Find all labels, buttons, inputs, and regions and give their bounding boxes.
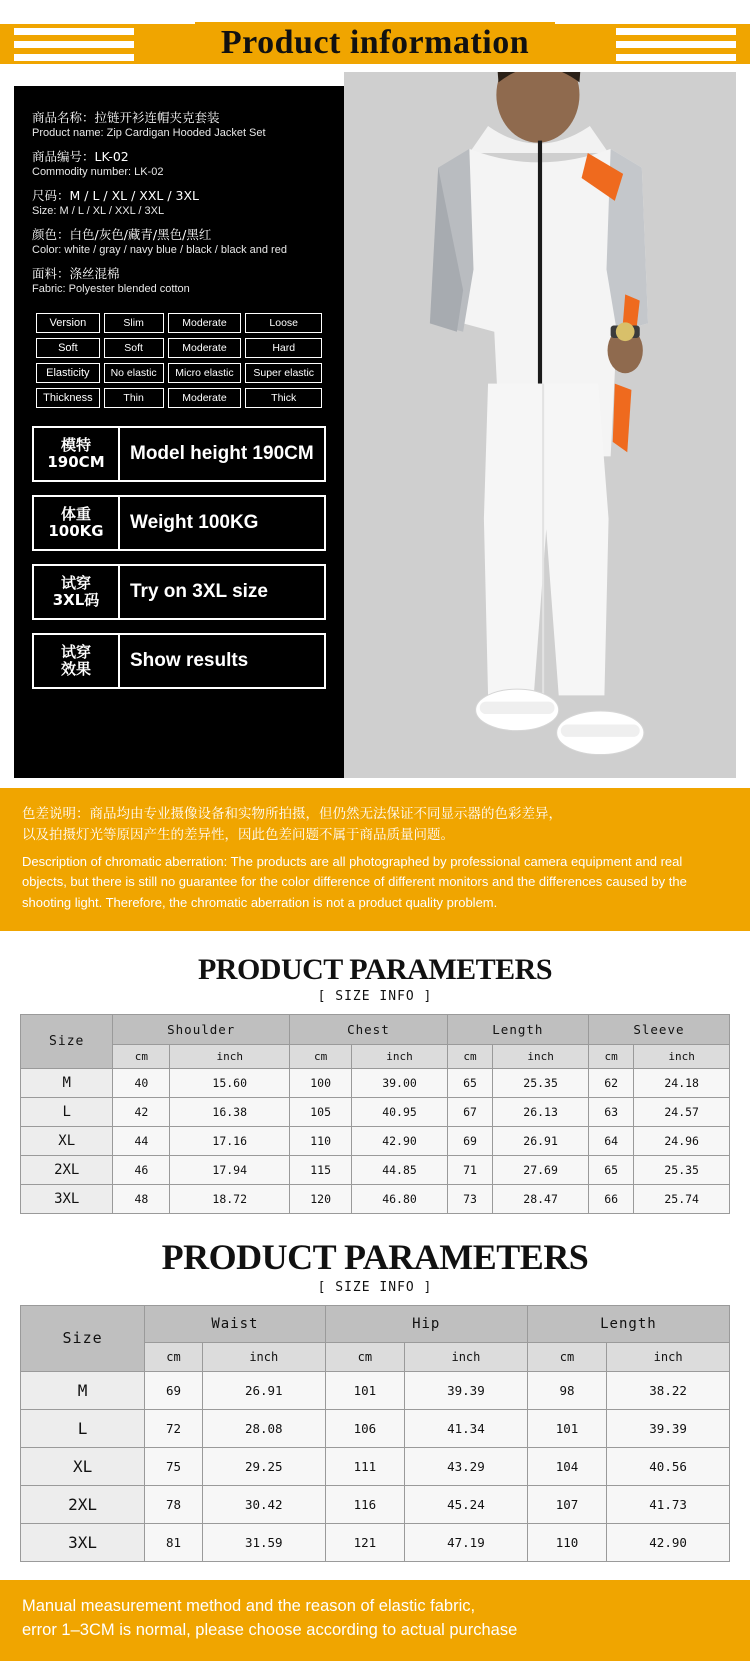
table-row (21, 1126, 730, 1155)
spec-name-en: Product name: Zip Cardigan Hooded Jacket Set (32, 127, 266, 139)
size-table-top-unit-row (21, 1044, 730, 1068)
size-table-top-row-2-val-5: 26.91 (493, 1126, 589, 1155)
size-table-top-row-2-val-1: 17.16 (170, 1126, 290, 1155)
spec-number-cn: 商品编号：LK-02 (32, 149, 129, 165)
attr-label-soft: Soft (36, 338, 100, 358)
size-table-top-row-3-val-2: 115 (290, 1155, 352, 1184)
size-table-top-row-2-val-4: 69 (447, 1126, 492, 1155)
size-table-top-row-4-val-2: 120 (290, 1184, 352, 1213)
size-table-top-row-4-size: 3XL (21, 1184, 113, 1213)
spec-size-en: Size: M / L / XL / XXL / 3XL (32, 205, 165, 218)
chromatic-note-label: 色差说明： (22, 806, 90, 823)
size-table-bottom-unit-4: cm (527, 1342, 606, 1371)
chromatic-note-en: Description of chromatic aberration: The products are all photographed by professional camera equipment and real objects, but there is still no guarantee for the color difference of different monitors and the differences caused by the shooting light. Therefore, the chromatic aberration is not a product quality problem. (22, 854, 687, 910)
attribute-row-thickness (36, 388, 322, 408)
measurement-note (0, 1580, 750, 1662)
params-title-bottom: PRODUCT PARAMETERS (161, 1236, 589, 1277)
size-table-bottom-row-2-val-4: 104 (527, 1447, 606, 1485)
spec-row-fabric (32, 266, 326, 296)
size-table-bottom-row-1-val-0: 72 (145, 1409, 203, 1447)
size-table-bottom-row-2-val-0: 75 (145, 1447, 203, 1485)
size-table-top-row-4-val-4: 73 (447, 1184, 492, 1213)
measurement-note-line2: error 1–3CM is normal, please choose according to actual purchase (22, 1621, 518, 1640)
attr-label-version: Version (36, 313, 100, 333)
highlight-model-height-cn-top: 模特 (60, 436, 91, 455)
size-table-top-unit-2: cm (290, 1044, 352, 1068)
size-table-top-row-0-val-4: 65 (447, 1068, 492, 1097)
attribute-table (32, 308, 326, 413)
size-table-bottom-group-length: Length (527, 1305, 729, 1342)
size-table-top-row-1-val-7: 24.57 (634, 1097, 730, 1126)
highlight-show-results (32, 633, 326, 689)
size-table-top-row-2-val-2: 110 (290, 1126, 352, 1155)
size-table-bottom-row-0-size: M (21, 1371, 145, 1409)
table-row (21, 1371, 730, 1409)
table-row (21, 1184, 730, 1213)
size-table-bottom-row-4-val-5: 42.90 (607, 1523, 730, 1561)
size-table-top-row-3-val-0: 46 (113, 1155, 170, 1184)
size-table-top-row-2-val-3: 42.90 (352, 1126, 448, 1155)
size-table-bottom-row-1-val-3: 41.34 (405, 1409, 528, 1447)
size-table-bottom-row-0-val-2: 101 (325, 1371, 404, 1409)
size-table-bottom-group-row (21, 1305, 730, 1342)
product-panel (0, 86, 750, 778)
highlight-weight (32, 495, 326, 551)
size-table-top-row-2-val-0: 44 (113, 1126, 170, 1155)
size-table-bottom-row-4-val-2: 121 (325, 1523, 404, 1561)
highlight-tryon-size-en: Try on 3XL size (130, 581, 268, 603)
attr-option-elasticity-1[interactable]: Micro elastic (168, 363, 242, 383)
size-table-bottom-row-4-val-3: 47.19 (405, 1523, 528, 1561)
highlight-model-height (32, 426, 326, 482)
size-table-top-row-3-val-7: 25.35 (634, 1155, 730, 1184)
spec-color-en: Color: white / gray / navy blue / black / black and red (32, 244, 287, 257)
size-table-top-unit-7: inch (634, 1044, 730, 1068)
size-table-top-unit-4: cm (447, 1044, 492, 1068)
chromatic-note-cn-text1: 商品均由专业摄像设备和实物所拍摄，但仍然无法保证不同显示器的色彩差异， (89, 806, 562, 823)
size-table-bottom-unit-3: inch (405, 1342, 528, 1371)
size-table-bottom-row-2-val-2: 111 (325, 1447, 404, 1485)
size-table-bottom-row-4-val-1: 31.59 (202, 1523, 325, 1561)
size-table-top-unit-5: inch (493, 1044, 589, 1068)
size-table-bottom-row-3-size: 2XL (21, 1485, 145, 1523)
size-table-bottom-row-2-val-1: 29.25 (202, 1447, 325, 1485)
spec-fabric-en: Fabric: Polyester blended cotton (32, 283, 190, 296)
size-table-bottom-row-1-val-4: 101 (527, 1409, 606, 1447)
table-row (21, 1485, 730, 1523)
size-table-top-row-4-val-6: 66 (588, 1184, 633, 1213)
size-table-bottom-row-3-val-3: 45.24 (405, 1485, 528, 1523)
size-table-top-unit-1: inch (170, 1044, 290, 1068)
size-table-top-row-4-val-1: 18.72 (170, 1184, 290, 1213)
highlight-model-height-cn (34, 428, 120, 480)
model-photo-illustration (344, 72, 736, 778)
size-table-bottom-row-1-val-2: 106 (325, 1409, 404, 1447)
highlight-tryon-size (32, 564, 326, 620)
size-table-top-row-3-size: 2XL (21, 1155, 113, 1184)
highlight-weight-cn-top: 体重 (60, 505, 91, 524)
measurement-note-line1: Manual measurement method and the reason of elastic fabric, (22, 1596, 476, 1615)
highlight-show-results-cn-bottom: 效果 (60, 660, 91, 679)
table-row (21, 1409, 730, 1447)
attr-option-soft-1[interactable]: Moderate (168, 338, 242, 358)
size-table-bottom-row-1-val-5: 39.39 (607, 1409, 730, 1447)
highlight-show-results-cn-top: 试穿 (60, 643, 91, 662)
attr-option-version-1[interactable]: Moderate (168, 313, 242, 333)
table-row (21, 1097, 730, 1126)
size-table-top-row-4-val-3: 46.80 (352, 1184, 448, 1213)
size-table-bottom-group-hip: Hip (325, 1305, 527, 1342)
size-table-top-row-1-val-0: 42 (113, 1097, 170, 1126)
size-table-top-row-0-size: M (21, 1068, 113, 1097)
size-table-top-row-0-val-3: 39.00 (352, 1068, 448, 1097)
table-row (21, 1068, 730, 1097)
size-table-top-row-4-val-0: 48 (113, 1184, 170, 1213)
size-table-top-row-0-val-5: 25.35 (493, 1068, 589, 1097)
highlight-tryon-size-cn-top: 试穿 (60, 574, 91, 593)
size-table-bottom-row-3-val-4: 107 (527, 1485, 606, 1523)
size-table-bottom-row-0-val-5: 38.22 (607, 1371, 730, 1409)
highlight-weight-cn (34, 497, 120, 549)
highlight-show-results-en: Show results (130, 650, 249, 672)
size-table-bottom-unit-1: inch (202, 1342, 325, 1371)
spec-color-cn: 颜色：白色/灰色/藏青/黑色/黑红 (32, 227, 212, 243)
product-parameters-bottom (0, 1236, 750, 1562)
size-table-bottom-row-1-size: L (21, 1409, 145, 1447)
attr-option-thickness-0[interactable]: Thin (104, 388, 164, 408)
size-table-top-row-1-val-6: 63 (588, 1097, 633, 1126)
params-subtitle-top: [ SIZE INFO ] (317, 988, 433, 1004)
highlight-weight-cn-bottom: 100KG (48, 522, 104, 541)
attr-option-version-2[interactable]: Loose (245, 313, 322, 333)
size-table-top-row-0-val-6: 62 (588, 1068, 633, 1097)
size-table-bottom-row-3-val-2: 116 (325, 1485, 404, 1523)
size-table-top-row-4-val-5: 28.47 (493, 1184, 589, 1213)
table-row (21, 1523, 730, 1561)
chromatic-aberration-note (0, 788, 750, 930)
size-table-bottom-unit-0: cm (145, 1342, 203, 1371)
page-title: Product information (195, 22, 555, 64)
highlight-model-height-en: Model height 190CM (130, 443, 314, 465)
params-title-top: PRODUCT PARAMETERS (197, 952, 553, 986)
size-table-top-row-3-val-4: 71 (447, 1155, 492, 1184)
spec-name-cn: 商品名称：拉链开衫连帽夹克套装 (32, 110, 220, 125)
size-table-top-row-2-val-7: 24.96 (634, 1126, 730, 1155)
size-table-bottom-row-3-val-5: 41.73 (607, 1485, 730, 1523)
chromatic-note-cn-line2: 以及拍摄灯光等原因产生的差异性，因此色差问题不属于商品质量问题。 (22, 827, 454, 844)
attr-option-soft-0[interactable]: Soft (104, 338, 164, 358)
size-table-bottom-row-4-size: 3XL (21, 1523, 145, 1561)
size-table-bottom (20, 1305, 730, 1562)
size-table-bottom-unit-2: cm (325, 1342, 404, 1371)
size-table-bottom-row-1-val-1: 28.08 (202, 1409, 325, 1447)
size-table-bottom-row-3-val-0: 78 (145, 1485, 203, 1523)
spec-box (14, 86, 344, 778)
size-table-top-unit-0: cm (113, 1044, 170, 1068)
size-table-top-row-4-val-7: 25.74 (634, 1184, 730, 1213)
size-table-top-row-1-val-4: 67 (447, 1097, 492, 1126)
params-subtitle-bottom: [ SIZE INFO ] (317, 1279, 433, 1295)
size-table-bottom-row-0-val-3: 39.39 (405, 1371, 528, 1409)
size-table-bottom-row-0-val-0: 69 (145, 1371, 203, 1409)
spec-number-en: Commodity number: LK-02 (32, 166, 164, 179)
highlight-tryon-size-cn-bottom: 3XL码 (52, 591, 100, 610)
size-table-top-row-2-size: XL (21, 1126, 113, 1155)
size-table-top-group-sleeve: Sleeve (588, 1014, 729, 1044)
attr-option-elasticity-0[interactable]: No elastic (104, 363, 164, 383)
attr-option-elasticity-2[interactable]: Super elastic (245, 363, 322, 383)
size-table-bottom-row-2-val-5: 40.56 (607, 1447, 730, 1485)
size-table-top-row-0-val-1: 15.60 (170, 1068, 290, 1097)
size-table-bottom-row-3-val-1: 30.42 (202, 1485, 325, 1523)
size-table-bottom-row-0-val-4: 98 (527, 1371, 606, 1409)
size-table-top-size-header: Size (21, 1014, 113, 1068)
attr-option-version-0[interactable]: Slim (104, 313, 164, 333)
size-table-bottom-row-2-size: XL (21, 1447, 145, 1485)
size-table-top-group-shoulder: Shoulder (113, 1014, 290, 1044)
attr-option-thickness-1[interactable]: Moderate (168, 388, 242, 408)
size-table-top-row-0-val-7: 24.18 (634, 1068, 730, 1097)
chromatic-note-cn-line1 (22, 804, 728, 825)
size-table-top (20, 1014, 730, 1214)
header-stripes-right (616, 18, 736, 70)
size-table-bottom-unit-5: inch (607, 1342, 730, 1371)
size-table-top-row-1-size: L (21, 1097, 113, 1126)
size-table-top-row-1-val-2: 105 (290, 1097, 352, 1126)
product-parameters-top (0, 953, 750, 1214)
table-row (21, 1155, 730, 1184)
spec-row-size (32, 188, 326, 218)
size-table-bottom-row-0-val-1: 26.91 (202, 1371, 325, 1409)
size-table-bottom-row-4-val-0: 81 (145, 1523, 203, 1561)
size-table-top-group-row (21, 1014, 730, 1044)
header-stripes-left (14, 18, 134, 70)
table-row (21, 1447, 730, 1485)
size-table-bottom-row-4-val-4: 110 (527, 1523, 606, 1561)
spec-row-color (32, 227, 326, 257)
highlight-show-results-cn (34, 635, 120, 687)
size-table-top-row-3-val-5: 27.69 (493, 1155, 589, 1184)
spec-row-name (32, 110, 326, 140)
size-table-top-row-2-val-6: 64 (588, 1126, 633, 1155)
size-table-top-row-1-val-3: 40.95 (352, 1097, 448, 1126)
attr-label-thickness: Thickness (36, 388, 100, 408)
size-table-top-row-1-val-5: 26.13 (493, 1097, 589, 1126)
highlight-model-height-cn-bottom: 190CM (47, 453, 105, 472)
size-table-top-row-0-val-2: 100 (290, 1068, 352, 1097)
size-table-top-unit-6: cm (588, 1044, 633, 1068)
spec-row-number (32, 149, 326, 179)
attribute-row-soft (36, 338, 322, 358)
size-table-top-group-length: Length (447, 1014, 588, 1044)
size-table-top-row-3-val-6: 65 (588, 1155, 633, 1184)
size-table-bottom-group-waist: Waist (145, 1305, 326, 1342)
size-table-top-unit-3: inch (352, 1044, 448, 1068)
size-table-top-row-0-val-0: 40 (113, 1068, 170, 1097)
attr-label-elasticity: Elasticity (36, 363, 100, 383)
size-table-bottom-row-2-val-3: 43.29 (405, 1447, 528, 1485)
size-table-top-row-3-val-3: 44.85 (352, 1155, 448, 1184)
size-table-top-row-3-val-1: 17.94 (170, 1155, 290, 1184)
size-table-bottom-size-header: Size (21, 1305, 145, 1371)
highlight-weight-en: Weight 100KG (130, 512, 259, 534)
highlight-tryon-size-cn (34, 566, 120, 618)
model-photo (344, 72, 736, 778)
size-table-top-group-chest: Chest (290, 1014, 448, 1044)
spec-fabric-cn: 面料：涤丝混棉 (32, 266, 120, 282)
attr-option-thickness-2[interactable]: Thick (245, 388, 322, 408)
attribute-row-version (36, 313, 322, 333)
size-table-top-row-1-val-1: 16.38 (170, 1097, 290, 1126)
attr-option-soft-2[interactable]: Hard (245, 338, 322, 358)
attribute-row-elasticity (36, 363, 322, 383)
spec-size-cn: 尺码：M / L / XL / XXL / 3XL (32, 188, 199, 204)
